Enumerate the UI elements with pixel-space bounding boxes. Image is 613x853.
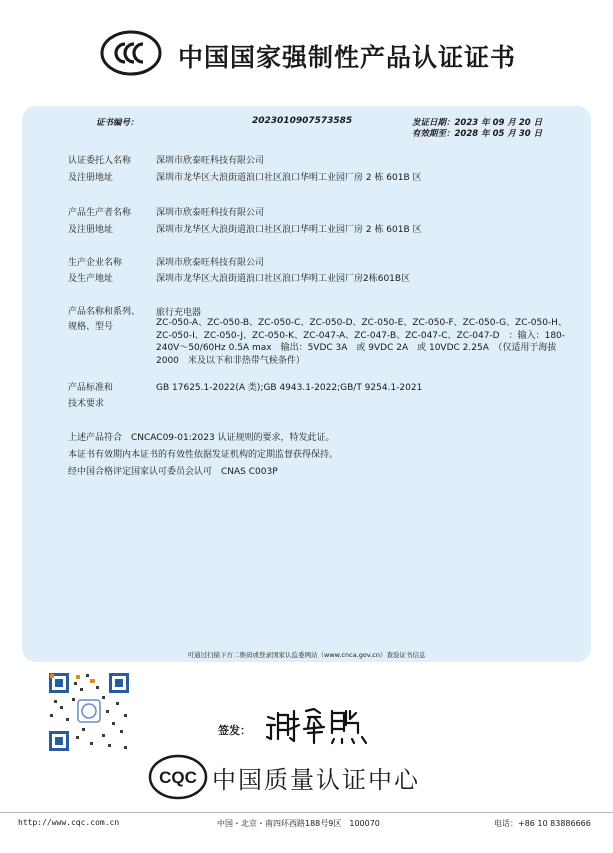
certificate-title: 中国国家强制性产品认证证书	[178, 43, 517, 72]
client-name-label: 认证委托人名称	[68, 156, 132, 166]
factory-address-label: 及生产地址	[68, 274, 114, 284]
issue-date-label: 发证日期：	[412, 118, 455, 128]
cert-no-value: 2023010907573585	[252, 116, 353, 126]
accreditation-statement: 经中国合格评定国家认可委员会认可 CNAS C003P	[68, 467, 278, 477]
website-link[interactable]: http://www.cqc.com.cn	[18, 818, 120, 827]
factory-address: 深圳市龙华区大浪街道浪口社区浪口华明工业园厂房2栋601B区	[156, 274, 411, 284]
client-address-label: 及注册地址	[68, 173, 114, 183]
issue-date-value: 2023 年 09 月 20 日	[454, 118, 543, 128]
certificate-number	[96, 116, 353, 128]
product-models: ZC-050-A、ZC-050-B、ZC-050-C、ZC-050-D、ZC-050-E、ZC-050-F、ZC-050-G、ZC-050-H、ZC-050-I、ZC-050-J、ZC-050-K、ZC-047-A、ZC-047-B、ZC-047-C、ZC-047-D ：输入：180-240V～50/60Hz 0.5A max 输出：5VDC 3A 或 9VDC 2A 或 10VDC 2.25A （仅适用于海拔 2000 米及以下和非热带气候条件）	[156, 318, 567, 366]
verification-note: 可通过扫描下方二维码或登录国家认监委网站（www.cnca.gov.cn）查验证书信息	[187, 651, 426, 659]
handwritten-signature	[264, 705, 376, 745]
product-label-line2: 规格、型号	[68, 322, 114, 332]
issuer-name: 中国质量认证中心	[212, 766, 420, 794]
factory-name-label: 生产企业名称	[68, 258, 123, 268]
producer-name: 深圳市欣泰旺科技有限公司	[156, 208, 265, 218]
footer-divider	[0, 812, 613, 813]
producer-address-label: 及注册地址	[68, 225, 114, 235]
cqc-logo-icon	[148, 753, 208, 801]
signature-label: 签发：	[218, 724, 251, 737]
validity-statement: 本证书有效期内本证书的有效性依据发证机构的定期监督获得保持。	[68, 450, 339, 460]
standard-value: GB 17625.1-2022(A 类);GB 4943.1-2022;GB/T 9254.1-2021	[156, 383, 423, 393]
standard-label-line2: 技术要求	[68, 399, 105, 409]
product-name: 旅行充电器	[156, 308, 202, 318]
certificate-header	[0, 0, 613, 95]
valid-until-label: 有效期至：	[412, 129, 455, 139]
client-address: 深圳市龙华区大浪街道浪口社区浪口华明工业园厂房 2 栋 601B 区	[156, 173, 422, 183]
standard-label-line1: 产品标准和	[68, 383, 114, 393]
valid-until-value: 2028 年 05 月 30 日	[454, 129, 543, 139]
ccc-mark-icon	[100, 30, 162, 76]
valid-until	[412, 127, 542, 139]
producer-name-label: 产品生产者名称	[68, 208, 132, 218]
product-label-line1: 产品名称和系列、	[68, 307, 141, 317]
client-name: 深圳市欣泰旺科技有限公司	[156, 156, 265, 166]
cert-no-label: 证书编号：	[96, 118, 139, 128]
producer-address: 深圳市龙华区大浪街道浪口社区浪口华明工业园厂房 2 栋 601B 区	[156, 225, 422, 235]
qr-code-icon[interactable]	[46, 670, 132, 754]
issuer-phone: 电话：+86 10 83886666	[494, 819, 591, 828]
factory-name: 深圳市欣泰旺科技有限公司	[156, 258, 265, 268]
issuer-address: 中国・北京・南四环西路188号9区 100070	[217, 819, 380, 828]
svg-text:CQC: CQC	[159, 768, 197, 787]
conformity-statement: 上述产品符合 CNCAC09-01:2023 认证规则的要求，特发此证。	[68, 433, 335, 443]
